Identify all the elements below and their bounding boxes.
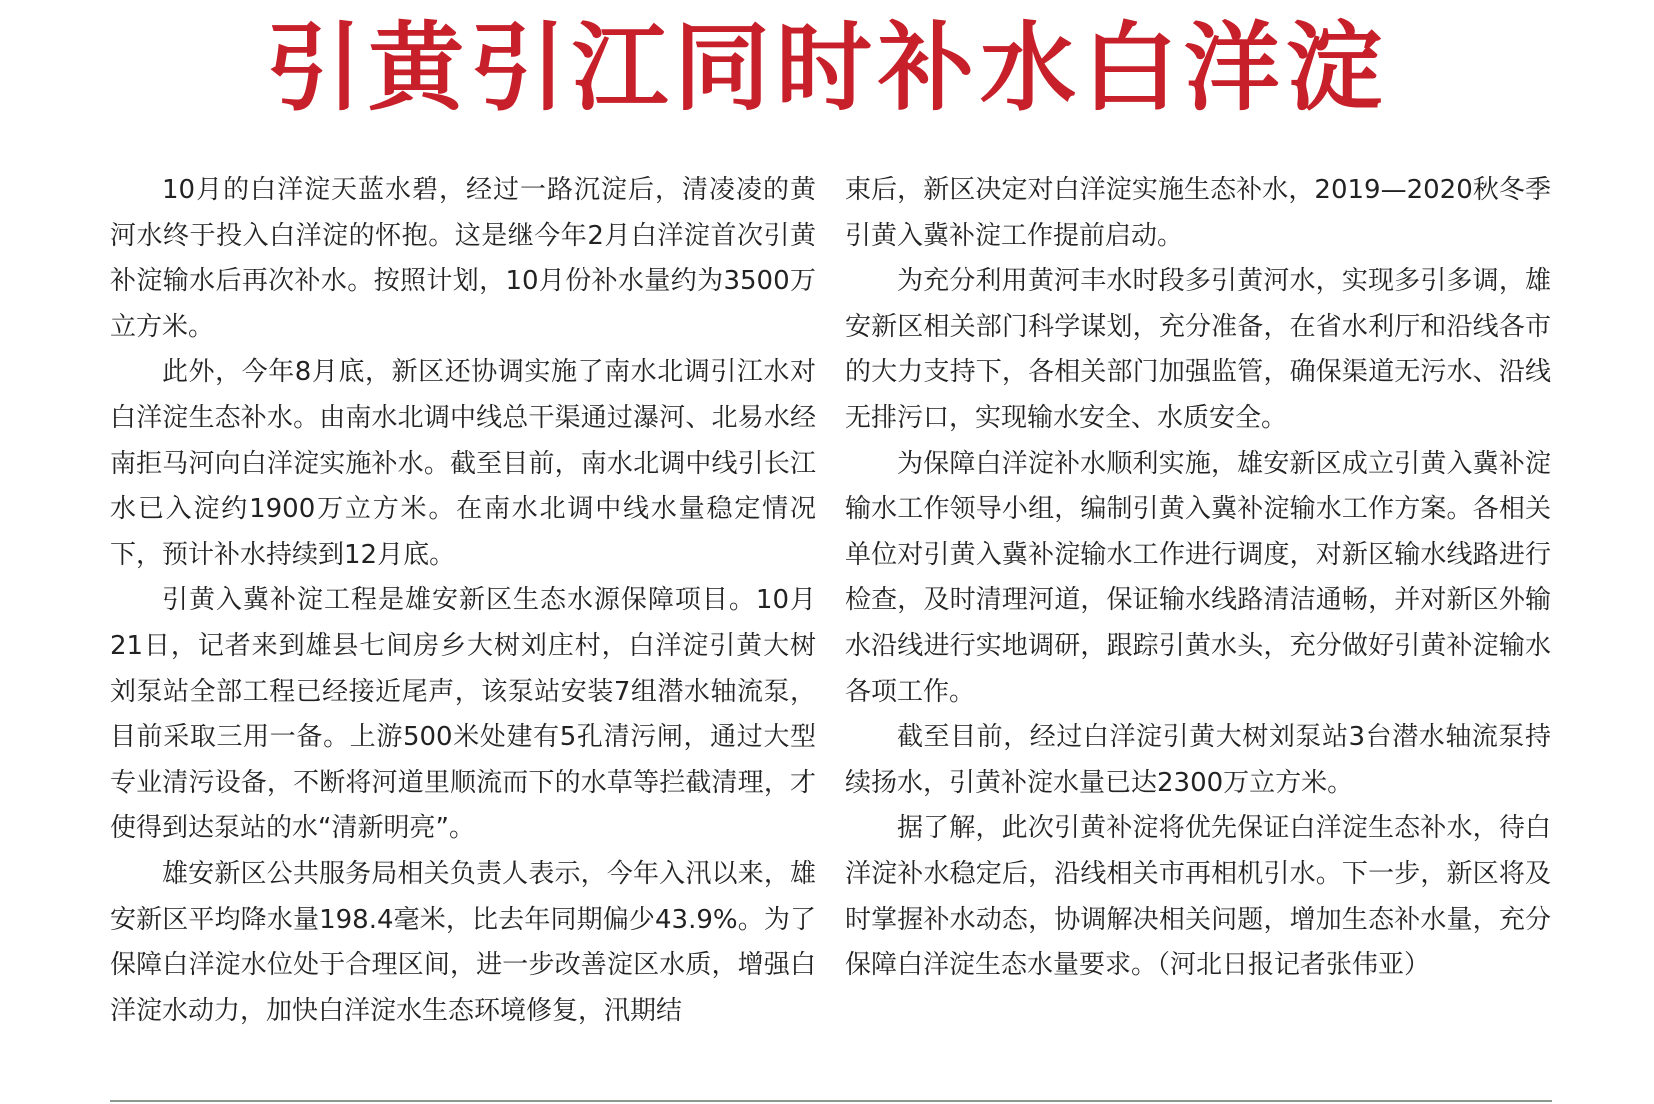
paragraph: 为充分利用黄河丰水时段多引黄河水，实现多引多调，雄安新区相关部门科学谋划，充分准备，在省水利厅和沿线各市的大力支持下，各相关部门加强监管，确保渠道无污水、沿线无排污口，实现输水安全、水质安全。 [845, 266, 1551, 433]
paragraph: 引黄入冀补淀工程是雄安新区生态水源保障项目。10月21日，记者来到雄县七间房乡大树刘庄村，白洋淀引黄大树刘泵站全部工程已经接近尾声，该泵站安装7组潜水轴流泵，目前采取三用一备。上游500米处建有5孔清污闸，通过大型专业清污设备，不断将河道里顺流而下的水草等拦截清理，才使得到达泵站的水“清新明亮”。 [110, 585, 816, 844]
article-headline: 引黄引江同时补水白洋淀 [266, 11, 1388, 124]
paragraph: 此外，今年8月底，新区还协调实施了南水北调引江水对白洋淀生态补水。由南水北调中线总干渠通过瀑河、北易水经南拒马河向白洋淀实施补水。截至目前，南水北调中线引长江水已入淀约1900万立方米。在南水北调中线水量稳定情况下，预计补水持续到12月底。 [110, 357, 816, 570]
paragraph: 截至目前，经过白洋淀引黄大树刘泵站3台潜水轴流泵持续扬水，引黄补淀水量已达2300万立方米。 [845, 722, 1551, 798]
paragraph: 为保障白洋淀补水顺利实施，雄安新区成立引黄入冀补淀输水工作领导小组，编制引黄入冀补淀输水工作方案。各相关单位对引黄入冀补淀输水工作进行调度，对新区输水线路进行检查，及时清理河道，保证输水线路清洁通畅，并对新区外输水沿线进行实地调研，跟踪引黄水头，充分做好引黄补淀输水各项工作。 [845, 448, 1551, 707]
paragraph: 10月的白洋淀天蓝水碧，经过一路沉淀后，清凌凌的黄河水终于投入白洋淀的怀抱。这是继今年2月白洋淀首次引黄补淀输水后再次补水。按照计划，10月份补水量约为3500万立方米。 [110, 175, 816, 342]
bottom-divider [110, 1100, 1552, 1102]
paragraph-continuation: 束后，新区决定对白洋淀实施生态补水，2019—2020秋冬季引黄入冀补淀工作提前启动。 [845, 175, 1551, 251]
article-column-left [110, 168, 816, 1034]
paragraph: 雄安新区公共服务局相关负责人表示，今年入汛以来，雄安新区平均降水量198.4毫米，比去年同期偏少43.9%。为了保障白洋淀水位处于合理区间，进一步改善淀区水质，增强白洋淀水动力，加快白洋淀水生态环境修复，汛期结 [110, 858, 816, 1026]
article-column-right [845, 168, 1551, 989]
paragraph: 据了解，此次引黄补淀将优先保证白洋淀生态补水，待白洋淀补水稳定后，沿线相关市再相机引水。下一步，新区将及时掌握补水动态，协调解决相关问题，增加生态补水量，充分保障白洋淀生态水量要求。（河北日报记者张伟亚） [845, 813, 1551, 981]
